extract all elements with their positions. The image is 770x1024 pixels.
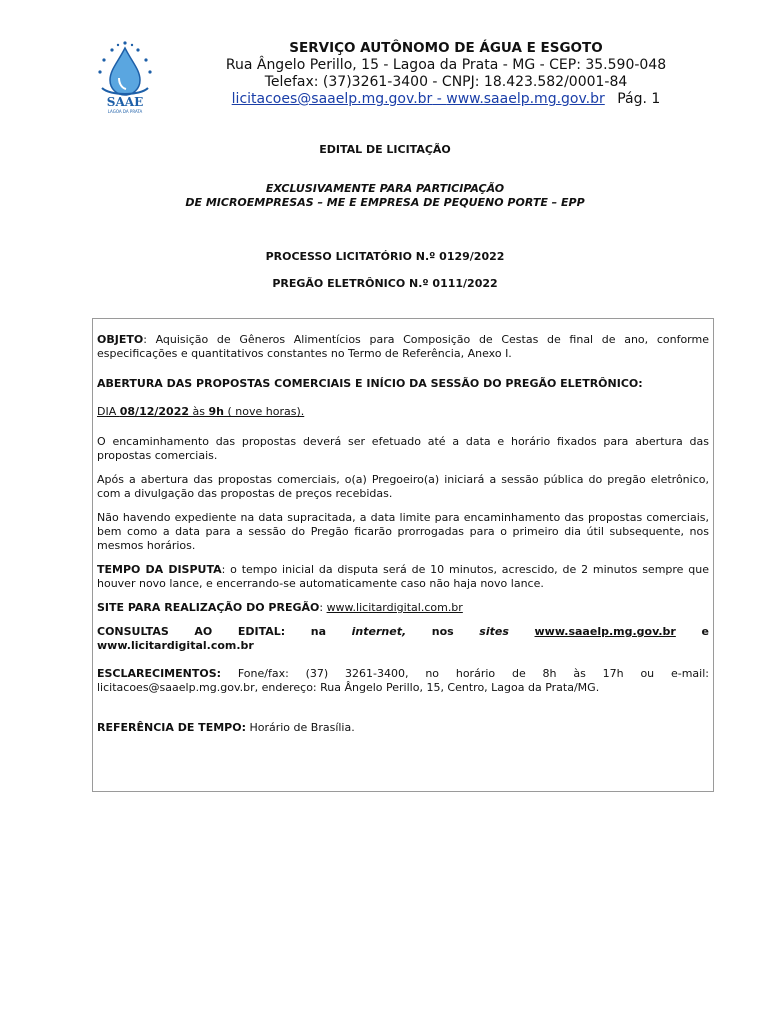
consultas-word-2: AO bbox=[194, 625, 213, 638]
dia-prefix: DIA bbox=[97, 405, 120, 418]
referencia-text: Horário de Brasília. bbox=[245, 721, 355, 734]
consultas-word-1: CONSULTAS bbox=[97, 625, 169, 638]
consultas-word-9: e bbox=[701, 625, 709, 638]
abertura-heading: ABERTURA DAS PROPOSTAS COMERCIAIS E INÍCIO DA SESSÃO DO PREGÃO ELETRÔNICO: bbox=[97, 377, 643, 390]
dia-mid: às bbox=[189, 405, 209, 418]
org-phone-cnpj: Telefax: (37)3261-3400 - CNPJ: 18.423.582/0001-84 bbox=[264, 74, 628, 90]
processo-number: PROCESSO LICITATÓRIO N.º 0129/2022 bbox=[265, 250, 505, 263]
consultas-word-3: EDITAL: bbox=[237, 625, 286, 638]
consultas-word-7: sites bbox=[479, 625, 509, 638]
esclarecimentos-paragraph bbox=[97, 667, 709, 695]
site-label: SITE PARA REALIZAÇÃO DO PREGÃO bbox=[97, 601, 320, 614]
encaminhamento-paragraph: O encaminhamento das propostas deverá ser efetuado até a data e horário fixados para abertura das propostas comerciais. bbox=[97, 435, 709, 462]
dia-suffix: ( nove horas). bbox=[223, 405, 305, 418]
abertura-paragraph: Após a abertura das propostas comerciais, o(a) Pregoeiro(a) iniciará a sessão pública do pregão eletrônico, com a divulgação das propostas de preços recebidas. bbox=[97, 473, 709, 500]
exclusive-line-1: EXCLUSIVAMENTE PARA PARTICIPAÇÃO bbox=[265, 182, 505, 195]
licitar-site-text: www.licitardigital.com.br bbox=[97, 639, 254, 652]
referencia-paragraph bbox=[97, 721, 709, 735]
edital-summary-box bbox=[92, 318, 714, 792]
esclarecimentos-label: ESCLARECIMENTOS: bbox=[97, 667, 222, 680]
objeto-paragraph bbox=[97, 333, 709, 361]
org-address: Rua Ângelo Perillo, 15 - Lagoa da Prata - MG - CEP: 35.590-048 bbox=[225, 57, 667, 73]
objeto-text: : Aquisição de Gêneros Alimentícios para Composição de Cestas de final de ano, conforme especificações e quantitativos constantes no Termo de Referência, Anexo I. bbox=[97, 333, 709, 360]
saae-logo bbox=[92, 38, 158, 114]
contact-line bbox=[206, 91, 686, 108]
letterhead bbox=[206, 40, 686, 108]
dia-line bbox=[97, 405, 709, 419]
water-drop-icon bbox=[92, 38, 158, 114]
pregao-number: PREGÃO ELETRÔNICO N.º 0111/2022 bbox=[272, 277, 498, 290]
referencia-label: REFERÊNCIA DE TEMPO: bbox=[97, 721, 246, 734]
consultas-word-6: nos bbox=[431, 625, 454, 638]
tempo-text: : o tempo inicial da disputa será de 10 minutos, acrescido, de 2 minutos sempre que houver novo lance, e encerrando-se automaticamente caso não haja novo lance. bbox=[97, 563, 709, 590]
doc-title: EDITAL DE LICITAÇÃO bbox=[319, 143, 451, 156]
consultas-word-4: na bbox=[310, 625, 327, 638]
dia-date: 08/12/2022 bbox=[119, 405, 190, 418]
link-separator: - bbox=[432, 91, 447, 107]
consultas-word-5: internet, bbox=[351, 625, 407, 638]
site-sep: : bbox=[319, 601, 327, 614]
licitar-link[interactable]: www.licitardigital.com.br bbox=[326, 601, 463, 614]
page-number: Pág. 1 bbox=[617, 91, 661, 107]
esclarecimentos-text: Fone/fax: (37) 3261-3400, no horário de 8h às 17h ou e-mail: licitacoes@saaelp.mg.gov.br, endereço: Rua Ângelo Perillo, 15, Centro, Lagoa da Prata/MG. bbox=[97, 667, 709, 694]
saae-site-link[interactable]: www.saaelp.mg.gov.br bbox=[534, 625, 676, 638]
site-paragraph bbox=[97, 601, 709, 615]
org-title: SERVIÇO AUTÔNOMO DE ÁGUA E ESGOTO bbox=[289, 40, 603, 56]
email-link[interactable]: licitacoes@saaelp.mg.gov.br bbox=[231, 91, 433, 107]
consultas-line-1 bbox=[97, 625, 709, 639]
logo-subtext: LAGOA DA PRATA bbox=[107, 109, 143, 114]
tempo-label: TEMPO DA DISPUTA bbox=[97, 563, 222, 576]
exclusive-line-2: DE MICROEMPRESAS – ME E EMPRESA DE PEQUENO PORTE – EPP bbox=[185, 196, 585, 209]
consultas-paragraph bbox=[97, 625, 709, 653]
dia-hour: 9h bbox=[208, 405, 224, 418]
tempo-paragraph bbox=[97, 563, 709, 591]
website-link[interactable]: www.saaelp.mg.gov.br bbox=[446, 91, 605, 107]
expediente-paragraph: Não havendo expediente na data supracitada, a data limite para encaminhamento das propostas comerciais, bem como a data para a sessão do Pregão ficarão prorrogadas para o primeiro dia útil subsequente, nos mesmos horários. bbox=[97, 511, 709, 552]
objeto-label: OBJETO bbox=[97, 333, 144, 346]
logo-text: SAAE bbox=[106, 95, 144, 109]
